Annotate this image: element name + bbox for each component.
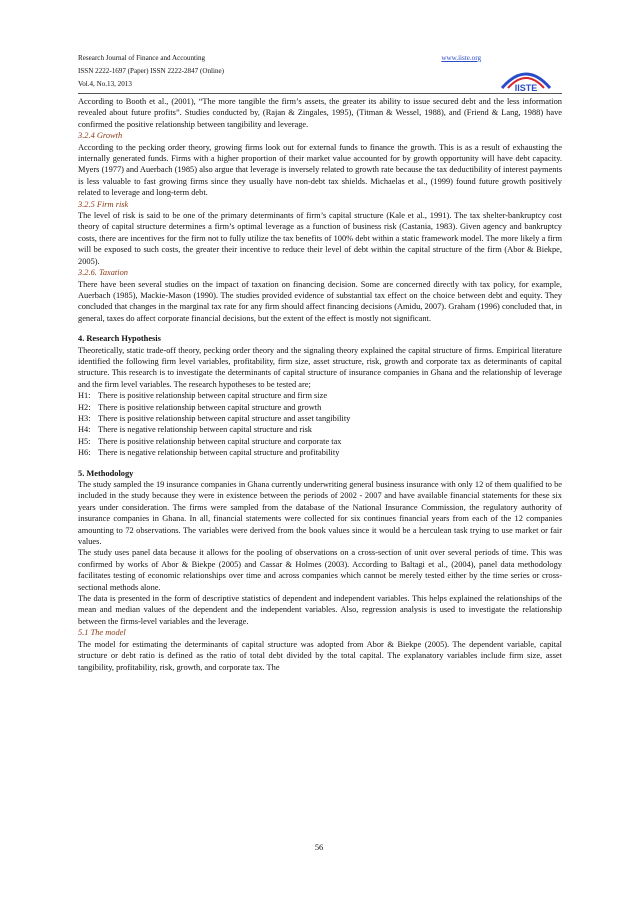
journal-name: Research Journal of Finance and Accounting bbox=[78, 54, 206, 62]
logo-text: IISTE bbox=[514, 83, 538, 92]
subheading-model: 5.1 The model bbox=[78, 628, 126, 638]
paragraph-panel-data: The study uses panel data because it allows for the pooling of observations on a cross-section of unit over several periods of time. This was confirmed by works of Abor & Biekpe (2005) and Cassar & Holmes (2003). According to Baltagi et al., (2004), panel data methodology facilitates testing of economic relationships over time and across companies which cannot be merely tested either by the time series or cross-sectional methods alone. bbox=[78, 548, 562, 592]
header-rule bbox=[78, 93, 562, 94]
paragraph-sample: The study sampled the 19 insurance companies in Ghana currently underwriting general business insurance with only 12 of them qualified to be included in the study because they were in existence between the periods of 2002 - 2007 and have available financial statements for these six years under consideration. The firms were sampled from the database of the National Insurance Commission, the regulatory authority of insurance companies in Ghana. In all, financial statements were collected for six continues financial years from each of the 12 companies amounting to 72 observations. The variables were derived from the book values since it would be a herculean task trying to use market or fair values. bbox=[78, 480, 562, 547]
paragraph-hypothesis-intro: Theoretically, static trade-off theory, pecking order theory and the signaling theory explained the capital structure of firms. Empirical literature identified the following firm level variables, profitability, firm size, asset structure, risk, growth and corporate tax as determinants of capital structure. This research is to investigate the determinants of capital structure of insurance companies in Ghana and the relationship of leverage and the firm level variables. The research hypotheses to be tested are; bbox=[78, 345, 562, 389]
hypothesis-item: H4: There is negative relationship between capital structure and risk bbox=[78, 425, 312, 435]
paragraph-taxation: There have been several studies on the impact of taxation on financing decision. Some are concerned directly with tax policy, for example, Auerbach (1985), Mackie-Mason (1990). The studies provided evidence of substantial tax effect on the choice between debt and equity. They concluded that changes in the marginal tax rate for any firm should affect financing decisions (Amidu, 2007). Graham (1996) concluded that, in general, taxes do affect corporate financial decisions, but the extent of the effect is mostly not significant. bbox=[78, 279, 562, 323]
subheading-taxation: 3.2.6. Taxation bbox=[78, 268, 128, 278]
paragraph-tangibility: According to Booth et al., (2001), “The more tangible the firm’s assets, the greater its ability to issue secured debt and the less information revealed about future profits”. Studies conducted by, (Rajan & Zingales, 1995), (Titman & Wessel, 1988), and (Friend & Lang, 1988) have confirmed the positive relationship between tangibility and leverage. bbox=[78, 97, 562, 129]
page-number: 56 bbox=[314, 843, 324, 852]
hypothesis-item: H5: There is positive relationship between capital structure and corporate tax bbox=[78, 436, 342, 446]
paragraph-firm-risk: The level of risk is said to be one of the primary determinants of firm’s capital structure (Kale et al., 1991). The tax shelter-bankruptcy cost theory of capital structure determines a firm’s optimal leverage as a function of business risk (Castania, 1983). Given agency and bankruptcy costs, there are incentives for the firm not to fully utilize the tax benefits of 100% debt within a static framework model. The more likely a firm will be exposed to such costs, the greater their incentive to reduce their level of debt within the capital structure of the firm (Abor & Biekpe, 2005). bbox=[78, 211, 562, 266]
paragraph-descriptive: The data is presented in the form of descriptive statistics of dependent and independent variables. This helps explained the relationships of the mean and median values of the dependent and the independent variables. Also, regression analysis is used to investigate the relationship between the firms-level variables and the leverage. bbox=[78, 594, 562, 626]
issn: ISSN 2222-1697 (Paper) ISSN 2222-2847 (Online) bbox=[78, 67, 225, 75]
volume: Vol.4, No.13, 2013 bbox=[78, 80, 132, 88]
hypothesis-item: H2: There is positive relationship between capital structure and growth bbox=[78, 402, 322, 412]
hypothesis-item: H3: There is positive relationship between capital structure and asset tangibility bbox=[78, 413, 351, 423]
article-body bbox=[78, 96, 562, 673]
subheading-growth: 3.2.4 Growth bbox=[78, 131, 123, 141]
subheading-firm-risk: 3.2.5 Firm risk bbox=[78, 199, 129, 209]
heading-methodology: 5. Methodology bbox=[78, 468, 134, 478]
hypothesis-item: H1: There is positive relationship between capital structure and firm size bbox=[78, 391, 328, 401]
hypothesis-item: H6: There is negative relationship between capital structure and profitability bbox=[78, 448, 340, 458]
iiste-logo bbox=[494, 58, 558, 92]
paragraph-model: The model for estimating the determinants of capital structure was adopted from Abor & Biekpe (2005). The dependent variable, capital structure or debt ratio is defined as the ratio of total debt divided by the total capital. The explanatory variables include firm size, asset tangibility, profitability, risk, growth, and corporate tax. The bbox=[78, 639, 562, 672]
paragraph-growth: According to the pecking order theory, growing firms look out for external funds to finance the growth. This is as a result of exhausting the internally generated funds. Firms with a higher proportion of their market value accounted for by growth opportunity will have debt capacity. Myers (1977) and Auerbach (1985) also argue that leverage is inversely related to growth rate because the tax deductibility of interest payments is less valuable to fast growing firms since they usually have non-debt tax shields. Michaelas et al., (1999) found future growth positively related to leverage and long-term debt. bbox=[78, 142, 562, 198]
heading-research-hypothesis: 4. Research Hypothesis bbox=[78, 334, 161, 344]
journal-url-link[interactable]: www.iiste.org bbox=[441, 54, 481, 62]
